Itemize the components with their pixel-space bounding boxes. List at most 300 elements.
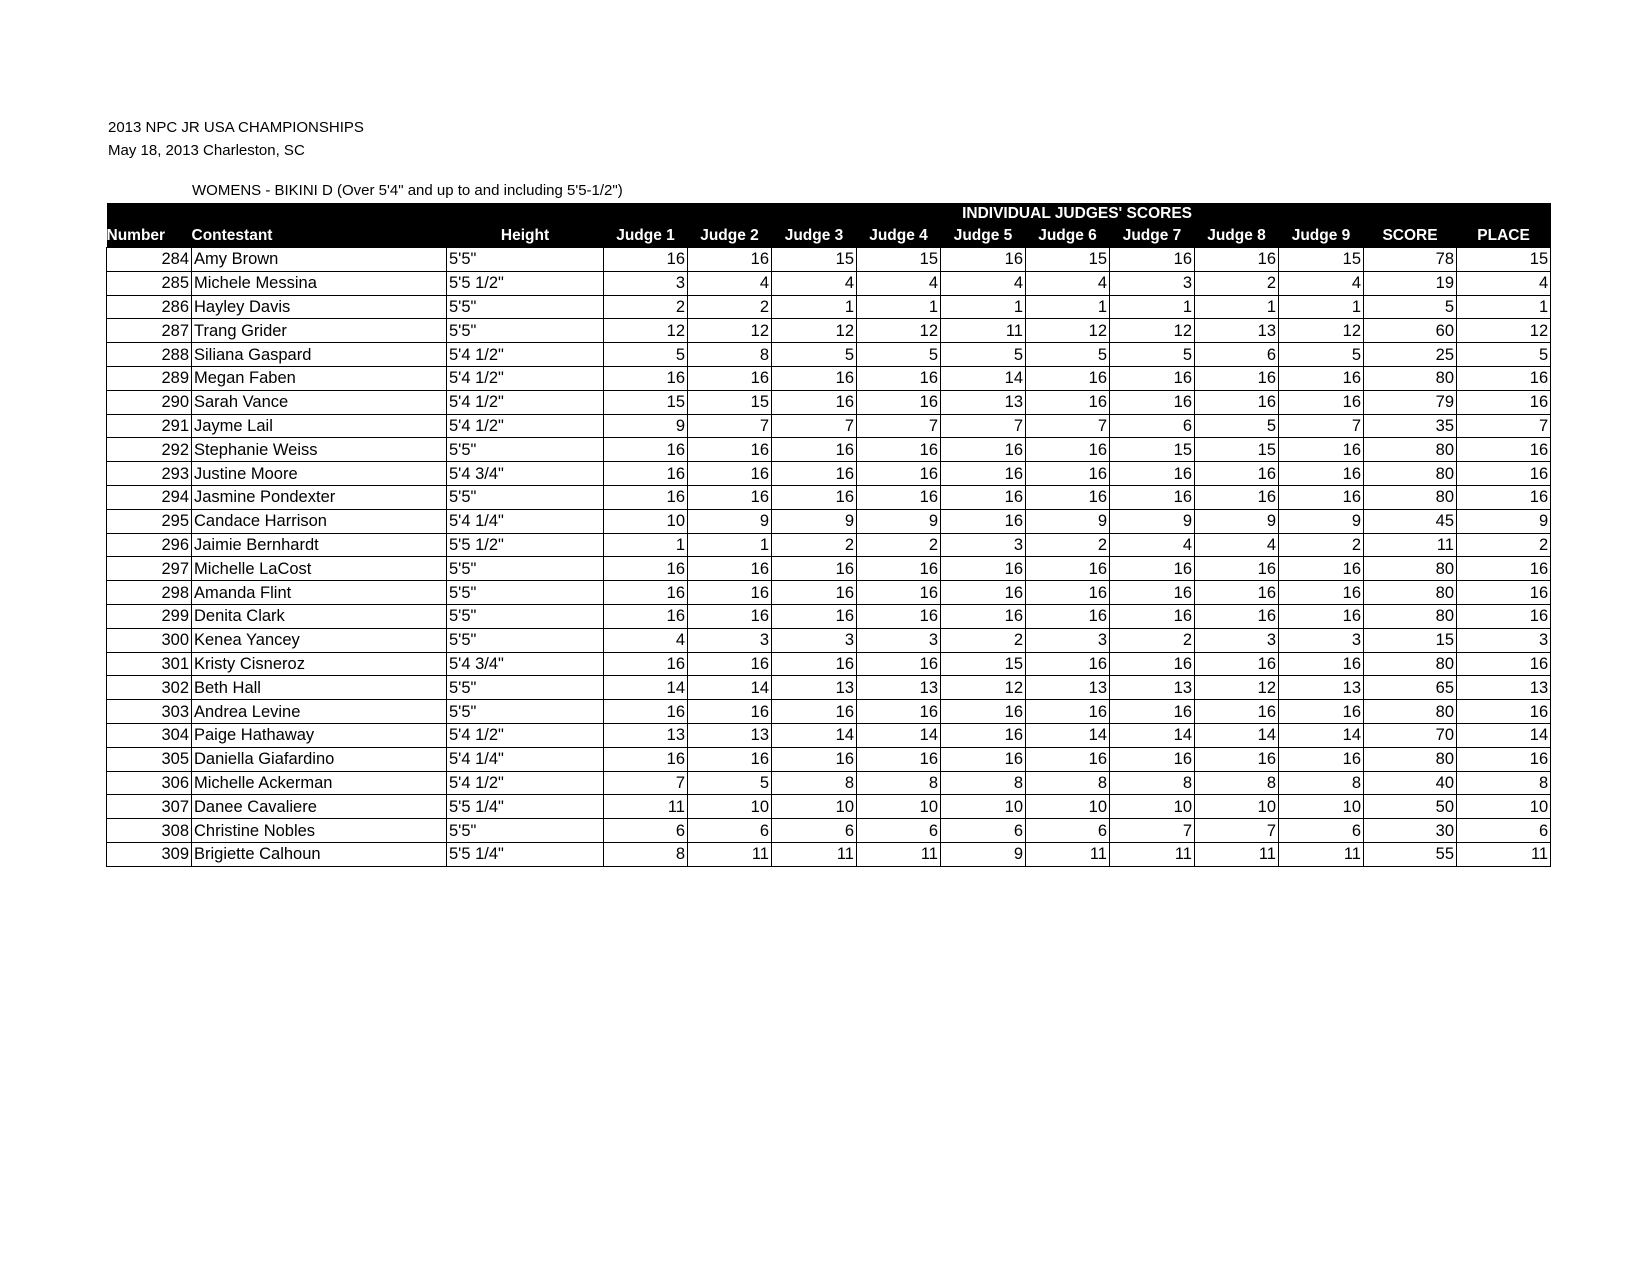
place: 16 bbox=[1457, 366, 1551, 390]
table-row bbox=[107, 438, 1551, 462]
judge-3-score: 10 bbox=[772, 795, 857, 819]
place: 8 bbox=[1457, 771, 1551, 795]
judge-9-score: 10 bbox=[1279, 795, 1364, 819]
judge-3-score: 5 bbox=[772, 343, 857, 367]
judge-7-score: 16 bbox=[1110, 604, 1195, 628]
judge-5-score: 3 bbox=[941, 533, 1026, 557]
contestant-name: Beth Hall bbox=[192, 676, 447, 700]
judge-3-score: 16 bbox=[772, 581, 857, 605]
judge-4-score: 1 bbox=[857, 295, 941, 319]
judge-9-score: 7 bbox=[1279, 414, 1364, 438]
judge-1-score: 16 bbox=[604, 248, 688, 272]
contestant-name: Andrea Levine bbox=[192, 700, 447, 724]
judge-3-score: 16 bbox=[772, 390, 857, 414]
contestant-height: 5'4 3/4" bbox=[447, 462, 604, 486]
place: 3 bbox=[1457, 628, 1551, 652]
table-row bbox=[107, 509, 1551, 533]
contestant-height: 5'5 1/2" bbox=[447, 271, 604, 295]
judge-4-score: 16 bbox=[857, 652, 941, 676]
judge-1-score: 15 bbox=[604, 390, 688, 414]
judge-8-score: 15 bbox=[1195, 438, 1279, 462]
judge-7-score: 11 bbox=[1110, 842, 1195, 866]
contestant-name: Jasmine Pondexter bbox=[192, 485, 447, 509]
col-header-height: Height bbox=[447, 225, 604, 248]
total-score: 80 bbox=[1364, 438, 1457, 462]
contestant-height: 5'5" bbox=[447, 581, 604, 605]
judge-6-score: 9 bbox=[1026, 509, 1110, 533]
table-row bbox=[107, 533, 1551, 557]
total-score: 80 bbox=[1364, 700, 1457, 724]
judge-9-score: 16 bbox=[1279, 747, 1364, 771]
judge-8-score: 16 bbox=[1195, 700, 1279, 724]
judge-5-score: 10 bbox=[941, 795, 1026, 819]
contestant-name: Amy Brown bbox=[192, 248, 447, 272]
judge-1-score: 16 bbox=[604, 581, 688, 605]
judge-4-score: 3 bbox=[857, 628, 941, 652]
col-header-score: SCORE bbox=[1364, 225, 1457, 248]
judge-7-score: 6 bbox=[1110, 414, 1195, 438]
judge-2-score: 6 bbox=[688, 819, 772, 843]
judge-3-score: 8 bbox=[772, 771, 857, 795]
judge-8-score: 5 bbox=[1195, 414, 1279, 438]
judge-6-score: 2 bbox=[1026, 533, 1110, 557]
judge-1-score: 16 bbox=[604, 462, 688, 486]
judge-5-score: 16 bbox=[941, 700, 1026, 724]
place: 12 bbox=[1457, 319, 1551, 343]
total-score: 78 bbox=[1364, 248, 1457, 272]
judge-4-score: 16 bbox=[857, 390, 941, 414]
judge-2-score: 10 bbox=[688, 795, 772, 819]
contestant-height: 5'5" bbox=[447, 604, 604, 628]
table-row bbox=[107, 390, 1551, 414]
judge-5-score: 16 bbox=[941, 557, 1026, 581]
event-date-location: May 18, 2013 Charleston, SC bbox=[108, 142, 305, 159]
place: 13 bbox=[1457, 676, 1551, 700]
col-header-judge-9: Judge 9 bbox=[1279, 225, 1364, 248]
total-score: 50 bbox=[1364, 795, 1457, 819]
place: 16 bbox=[1457, 390, 1551, 414]
table-row bbox=[107, 819, 1551, 843]
judge-2-score: 11 bbox=[688, 842, 772, 866]
judge-6-score: 12 bbox=[1026, 319, 1110, 343]
judge-7-score: 2 bbox=[1110, 628, 1195, 652]
contestant-number: 303 bbox=[107, 700, 192, 724]
judge-8-score: 16 bbox=[1195, 248, 1279, 272]
contestant-number: 304 bbox=[107, 723, 192, 747]
judge-4-score: 11 bbox=[857, 842, 941, 866]
judge-9-score: 6 bbox=[1279, 819, 1364, 843]
contestant-name: Michele Messina bbox=[192, 271, 447, 295]
table-row bbox=[107, 628, 1551, 652]
place: 9 bbox=[1457, 509, 1551, 533]
judge-1-score: 12 bbox=[604, 319, 688, 343]
judge-7-score: 13 bbox=[1110, 676, 1195, 700]
judge-7-score: 5 bbox=[1110, 343, 1195, 367]
place: 2 bbox=[1457, 533, 1551, 557]
judge-9-score: 1 bbox=[1279, 295, 1364, 319]
judge-2-score: 13 bbox=[688, 723, 772, 747]
table-row bbox=[107, 319, 1551, 343]
judge-1-score: 14 bbox=[604, 676, 688, 700]
contestant-height: 5'5 1/2" bbox=[447, 533, 604, 557]
judge-8-score: 16 bbox=[1195, 652, 1279, 676]
judge-5-score: 13 bbox=[941, 390, 1026, 414]
judge-1-score: 13 bbox=[604, 723, 688, 747]
judge-2-score: 16 bbox=[688, 700, 772, 724]
contestant-number: 309 bbox=[107, 842, 192, 866]
contestant-name: Stephanie Weiss bbox=[192, 438, 447, 462]
table-row bbox=[107, 414, 1551, 438]
column-header-row bbox=[107, 225, 1551, 248]
contestant-name: Siliana Gaspard bbox=[192, 343, 447, 367]
judge-2-score: 8 bbox=[688, 343, 772, 367]
judge-6-score: 16 bbox=[1026, 700, 1110, 724]
judge-2-score: 16 bbox=[688, 652, 772, 676]
judge-5-score: 16 bbox=[941, 438, 1026, 462]
contestant-height: 5'4 1/2" bbox=[447, 366, 604, 390]
judge-5-score: 16 bbox=[941, 509, 1026, 533]
total-score: 80 bbox=[1364, 747, 1457, 771]
judge-7-score: 16 bbox=[1110, 485, 1195, 509]
col-header-place: PLACE bbox=[1457, 225, 1551, 248]
table-row bbox=[107, 557, 1551, 581]
contestant-number: 298 bbox=[107, 581, 192, 605]
contestant-name: Kristy Cisneroz bbox=[192, 652, 447, 676]
place: 15 bbox=[1457, 248, 1551, 272]
judge-5-score: 16 bbox=[941, 747, 1026, 771]
judge-4-score: 15 bbox=[857, 248, 941, 272]
judge-3-score: 16 bbox=[772, 557, 857, 581]
judge-6-score: 13 bbox=[1026, 676, 1110, 700]
contestant-name: Justine Moore bbox=[192, 462, 447, 486]
contestant-number: 294 bbox=[107, 485, 192, 509]
table-row bbox=[107, 366, 1551, 390]
contestant-name: Christine Nobles bbox=[192, 819, 447, 843]
contestant-number: 299 bbox=[107, 604, 192, 628]
contestant-height: 5'4 1/2" bbox=[447, 723, 604, 747]
judge-6-score: 16 bbox=[1026, 390, 1110, 414]
judge-1-score: 1 bbox=[604, 533, 688, 557]
judge-3-score: 16 bbox=[772, 485, 857, 509]
judge-7-score: 1 bbox=[1110, 295, 1195, 319]
place: 5 bbox=[1457, 343, 1551, 367]
judge-1-score: 16 bbox=[604, 366, 688, 390]
judge-9-score: 2 bbox=[1279, 533, 1364, 557]
judge-6-score: 16 bbox=[1026, 581, 1110, 605]
band-spacer bbox=[107, 203, 604, 225]
contestant-number: 288 bbox=[107, 343, 192, 367]
judge-9-score: 15 bbox=[1279, 248, 1364, 272]
judge-3-score: 4 bbox=[772, 271, 857, 295]
table-row bbox=[107, 771, 1551, 795]
contestant-height: 5'5" bbox=[447, 676, 604, 700]
judge-2-score: 2 bbox=[688, 295, 772, 319]
judge-5-score: 9 bbox=[941, 842, 1026, 866]
contestant-height: 5'4 1/4" bbox=[447, 747, 604, 771]
judge-9-score: 5 bbox=[1279, 343, 1364, 367]
judge-3-score: 16 bbox=[772, 462, 857, 486]
contestant-name: Michelle Ackerman bbox=[192, 771, 447, 795]
event-title: 2013 NPC JR USA CHAMPIONSHIPS bbox=[108, 119, 364, 136]
place: 16 bbox=[1457, 581, 1551, 605]
contestant-name: Megan Faben bbox=[192, 366, 447, 390]
contestant-name: Brigiette Calhoun bbox=[192, 842, 447, 866]
judge-2-score: 16 bbox=[688, 581, 772, 605]
judge-8-score: 16 bbox=[1195, 747, 1279, 771]
judge-5-score: 4 bbox=[941, 271, 1026, 295]
contestant-number: 297 bbox=[107, 557, 192, 581]
judge-7-score: 16 bbox=[1110, 652, 1195, 676]
judge-4-score: 16 bbox=[857, 485, 941, 509]
contestant-name: Danee Cavaliere bbox=[192, 795, 447, 819]
contestant-number: 302 bbox=[107, 676, 192, 700]
contestant-name: Candace Harrison bbox=[192, 509, 447, 533]
judge-8-score: 10 bbox=[1195, 795, 1279, 819]
judge-9-score: 9 bbox=[1279, 509, 1364, 533]
judge-3-score: 6 bbox=[772, 819, 857, 843]
place: 16 bbox=[1457, 485, 1551, 509]
judge-5-score: 16 bbox=[941, 485, 1026, 509]
place: 4 bbox=[1457, 271, 1551, 295]
judge-6-score: 10 bbox=[1026, 795, 1110, 819]
judge-2-score: 16 bbox=[688, 248, 772, 272]
contestant-number: 296 bbox=[107, 533, 192, 557]
judge-3-score: 13 bbox=[772, 676, 857, 700]
contestant-height: 5'4 1/2" bbox=[447, 390, 604, 414]
judge-2-score: 16 bbox=[688, 366, 772, 390]
judge-7-score: 16 bbox=[1110, 366, 1195, 390]
judge-9-score: 16 bbox=[1279, 462, 1364, 486]
judge-3-score: 16 bbox=[772, 700, 857, 724]
judge-7-score: 7 bbox=[1110, 819, 1195, 843]
judge-2-score: 15 bbox=[688, 390, 772, 414]
col-header-number: Number bbox=[107, 225, 192, 248]
results-table-body bbox=[107, 248, 1551, 867]
judge-3-score: 1 bbox=[772, 295, 857, 319]
judge-9-score: 14 bbox=[1279, 723, 1364, 747]
judge-2-score: 5 bbox=[688, 771, 772, 795]
total-score: 65 bbox=[1364, 676, 1457, 700]
contestant-height: 5'5" bbox=[447, 628, 604, 652]
place: 1 bbox=[1457, 295, 1551, 319]
contestant-height: 5'5" bbox=[447, 295, 604, 319]
judge-2-score: 14 bbox=[688, 676, 772, 700]
judge-9-score: 4 bbox=[1279, 271, 1364, 295]
contestant-name: Trang Grider bbox=[192, 319, 447, 343]
judge-1-score: 11 bbox=[604, 795, 688, 819]
judge-7-score: 16 bbox=[1110, 700, 1195, 724]
judge-4-score: 7 bbox=[857, 414, 941, 438]
judge-2-score: 3 bbox=[688, 628, 772, 652]
contestant-height: 5'4 1/2" bbox=[447, 414, 604, 438]
judge-8-score: 2 bbox=[1195, 271, 1279, 295]
judge-9-score: 16 bbox=[1279, 390, 1364, 414]
judge-7-score: 16 bbox=[1110, 557, 1195, 581]
judge-1-score: 16 bbox=[604, 652, 688, 676]
judge-7-score: 12 bbox=[1110, 319, 1195, 343]
total-score: 80 bbox=[1364, 485, 1457, 509]
contestant-number: 301 bbox=[107, 652, 192, 676]
judge-2-score: 1 bbox=[688, 533, 772, 557]
judge-6-score: 16 bbox=[1026, 462, 1110, 486]
judge-3-score: 16 bbox=[772, 366, 857, 390]
total-score: 80 bbox=[1364, 462, 1457, 486]
contestant-height: 5'5" bbox=[447, 700, 604, 724]
judge-6-score: 16 bbox=[1026, 604, 1110, 628]
judge-6-score: 1 bbox=[1026, 295, 1110, 319]
judge-9-score: 13 bbox=[1279, 676, 1364, 700]
judge-1-score: 16 bbox=[604, 700, 688, 724]
place: 16 bbox=[1457, 462, 1551, 486]
judge-3-score: 3 bbox=[772, 628, 857, 652]
judge-6-score: 16 bbox=[1026, 485, 1110, 509]
judge-4-score: 16 bbox=[857, 438, 941, 462]
judge-8-score: 16 bbox=[1195, 390, 1279, 414]
judge-8-score: 16 bbox=[1195, 604, 1279, 628]
table-row bbox=[107, 248, 1551, 272]
judge-4-score: 16 bbox=[857, 581, 941, 605]
judge-4-score: 12 bbox=[857, 319, 941, 343]
judge-4-score: 2 bbox=[857, 533, 941, 557]
total-score: 70 bbox=[1364, 723, 1457, 747]
judge-1-score: 5 bbox=[604, 343, 688, 367]
judge-7-score: 15 bbox=[1110, 438, 1195, 462]
judge-5-score: 16 bbox=[941, 723, 1026, 747]
contestant-number: 291 bbox=[107, 414, 192, 438]
contestant-number: 287 bbox=[107, 319, 192, 343]
judge-7-score: 16 bbox=[1110, 581, 1195, 605]
judge-4-score: 16 bbox=[857, 462, 941, 486]
judge-2-score: 12 bbox=[688, 319, 772, 343]
judge-3-score: 11 bbox=[772, 842, 857, 866]
judge-5-score: 12 bbox=[941, 676, 1026, 700]
contestant-name: Sarah Vance bbox=[192, 390, 447, 414]
contestant-name: Jaimie Bernhardt bbox=[192, 533, 447, 557]
judge-1-score: 3 bbox=[604, 271, 688, 295]
judge-1-score: 10 bbox=[604, 509, 688, 533]
total-score: 25 bbox=[1364, 343, 1457, 367]
judge-1-score: 8 bbox=[604, 842, 688, 866]
judge-1-score: 4 bbox=[604, 628, 688, 652]
judge-6-score: 14 bbox=[1026, 723, 1110, 747]
contestant-number: 289 bbox=[107, 366, 192, 390]
contestant-name: Michelle LaCost bbox=[192, 557, 447, 581]
judge-4-score: 14 bbox=[857, 723, 941, 747]
judge-8-score: 8 bbox=[1195, 771, 1279, 795]
judge-7-score: 16 bbox=[1110, 248, 1195, 272]
judge-6-score: 16 bbox=[1026, 747, 1110, 771]
judge-2-score: 16 bbox=[688, 438, 772, 462]
contestant-number: 285 bbox=[107, 271, 192, 295]
judge-8-score: 3 bbox=[1195, 628, 1279, 652]
judge-2-score: 16 bbox=[688, 747, 772, 771]
judge-8-score: 9 bbox=[1195, 509, 1279, 533]
col-header-judge-7: Judge 7 bbox=[1110, 225, 1195, 248]
total-score: 80 bbox=[1364, 604, 1457, 628]
table-row bbox=[107, 723, 1551, 747]
judge-9-score: 12 bbox=[1279, 319, 1364, 343]
place: 6 bbox=[1457, 819, 1551, 843]
place: 10 bbox=[1457, 795, 1551, 819]
judge-3-score: 15 bbox=[772, 248, 857, 272]
total-score: 19 bbox=[1364, 271, 1457, 295]
judge-6-score: 16 bbox=[1026, 438, 1110, 462]
judge-2-score: 4 bbox=[688, 271, 772, 295]
judge-7-score: 16 bbox=[1110, 390, 1195, 414]
judge-7-score: 14 bbox=[1110, 723, 1195, 747]
judge-4-score: 10 bbox=[857, 795, 941, 819]
judge-2-score: 16 bbox=[688, 462, 772, 486]
table-row bbox=[107, 462, 1551, 486]
place: 16 bbox=[1457, 700, 1551, 724]
judge-2-score: 16 bbox=[688, 604, 772, 628]
judge-6-score: 7 bbox=[1026, 414, 1110, 438]
contestant-number: 305 bbox=[107, 747, 192, 771]
document-header bbox=[108, 116, 364, 162]
table-row bbox=[107, 485, 1551, 509]
judge-7-score: 16 bbox=[1110, 747, 1195, 771]
judge-4-score: 5 bbox=[857, 343, 941, 367]
contestant-height: 5'4 1/4" bbox=[447, 509, 604, 533]
judge-5-score: 14 bbox=[941, 366, 1026, 390]
contestant-name: Jayme Lail bbox=[192, 414, 447, 438]
total-score: 80 bbox=[1364, 557, 1457, 581]
judge-7-score: 8 bbox=[1110, 771, 1195, 795]
judge-1-score: 16 bbox=[604, 557, 688, 581]
place: 16 bbox=[1457, 652, 1551, 676]
table-row bbox=[107, 747, 1551, 771]
judge-4-score: 9 bbox=[857, 509, 941, 533]
judge-9-score: 16 bbox=[1279, 438, 1364, 462]
judge-9-score: 16 bbox=[1279, 557, 1364, 581]
judge-7-score: 4 bbox=[1110, 533, 1195, 557]
judge-9-score: 16 bbox=[1279, 652, 1364, 676]
judge-5-score: 6 bbox=[941, 819, 1026, 843]
contestant-height: 5'5" bbox=[447, 319, 604, 343]
judge-1-score: 6 bbox=[604, 819, 688, 843]
judge-5-score: 16 bbox=[941, 248, 1026, 272]
judge-1-score: 16 bbox=[604, 438, 688, 462]
judge-3-score: 16 bbox=[772, 438, 857, 462]
contestant-number: 307 bbox=[107, 795, 192, 819]
judge-9-score: 16 bbox=[1279, 485, 1364, 509]
contestant-height: 5'4 3/4" bbox=[447, 652, 604, 676]
contestant-name: Kenea Yancey bbox=[192, 628, 447, 652]
judge-9-score: 3 bbox=[1279, 628, 1364, 652]
contestant-number: 308 bbox=[107, 819, 192, 843]
judge-1-score: 16 bbox=[604, 604, 688, 628]
judge-5-score: 16 bbox=[941, 581, 1026, 605]
judge-4-score: 16 bbox=[857, 557, 941, 581]
judge-2-score: 16 bbox=[688, 557, 772, 581]
total-score: 45 bbox=[1364, 509, 1457, 533]
total-score: 55 bbox=[1364, 842, 1457, 866]
col-header-judge-5: Judge 5 bbox=[941, 225, 1026, 248]
table-row bbox=[107, 795, 1551, 819]
judges-band-row bbox=[107, 203, 1551, 225]
judge-8-score: 12 bbox=[1195, 676, 1279, 700]
place: 16 bbox=[1457, 557, 1551, 581]
contestant-height: 5'5" bbox=[447, 248, 604, 272]
total-score: 80 bbox=[1364, 581, 1457, 605]
col-header-judge-4: Judge 4 bbox=[857, 225, 941, 248]
table-row bbox=[107, 271, 1551, 295]
table-row bbox=[107, 700, 1551, 724]
judge-6-score: 3 bbox=[1026, 628, 1110, 652]
judge-9-score: 8 bbox=[1279, 771, 1364, 795]
judge-5-score: 16 bbox=[941, 604, 1026, 628]
judge-5-score: 2 bbox=[941, 628, 1026, 652]
